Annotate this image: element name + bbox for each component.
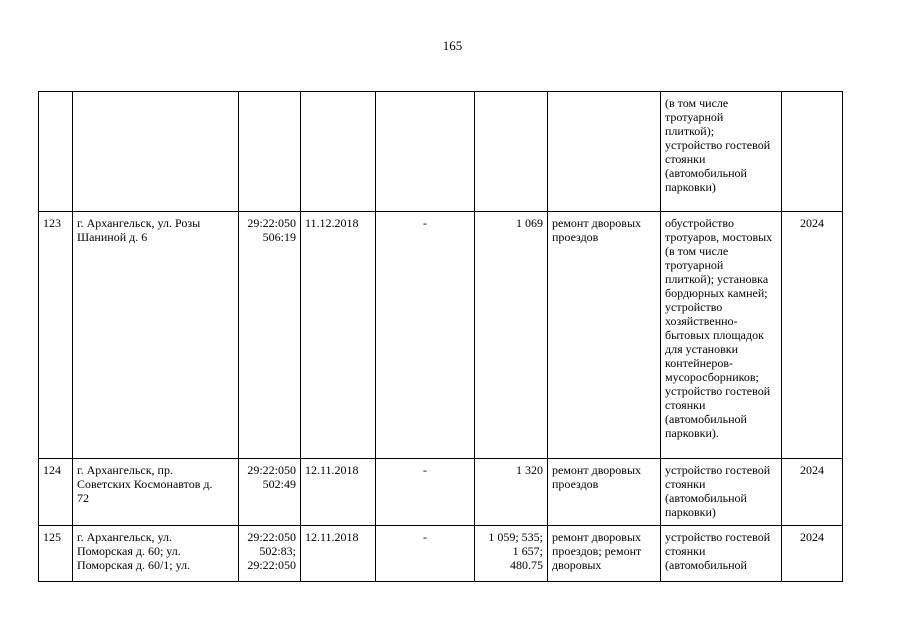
row-number-cell: 123	[39, 212, 73, 459]
year-cell: 2024	[782, 459, 843, 526]
cadastral-number-cell: 29:22:050 502:83; 29:22:050	[239, 526, 301, 582]
address-cell: г. Архангельск, пр. Советских Космонавтов д. 72	[73, 459, 239, 526]
year-cell: 2024	[782, 212, 843, 459]
address-cell	[73, 92, 239, 212]
description-cell: (в том числе тротуарной плиткой); устройство гостевой стоянки (автомобильной парковки)	[661, 92, 782, 212]
row-number-cell: 124	[39, 459, 73, 526]
table-row	[39, 526, 843, 582]
dash-cell	[376, 92, 475, 212]
work-type-cell	[548, 92, 661, 212]
area-cell: 1 320	[475, 459, 548, 526]
table-row	[39, 92, 843, 212]
date-cell: 12.11.2018	[301, 526, 376, 582]
date-cell: 11.12.2018	[301, 212, 376, 459]
page-number: 165	[442, 38, 463, 53]
area-cell	[475, 92, 548, 212]
row-number-cell: 125	[39, 526, 73, 582]
year-cell	[782, 92, 843, 212]
description-cell: устройство гостевой стоянки (автомобильной парковки)	[661, 459, 782, 526]
dash-cell: -	[376, 459, 475, 526]
dash-cell: -	[376, 526, 475, 582]
work-type-cell: ремонт дворовых проездов; ремонт дворовых	[548, 526, 661, 582]
row-number-cell	[39, 92, 73, 212]
area-cell: 1 069	[475, 212, 548, 459]
description-cell: обустройство тротуаров, мостовых (в том числе тротуарной плиткой); установка бордюрных камней; устройство хозяйственно- бытовых площадок для установки контейнеров- мусоросборников; устройство гостевой стоянки (автомобильной парковки).	[661, 212, 782, 459]
cadastral-number-cell	[239, 92, 301, 212]
address-cell: г. Архангельск, ул. Розы Шаниной д. 6	[73, 212, 239, 459]
dash-cell: -	[376, 212, 475, 459]
description-cell: устройство гостевой стоянки (автомобильной	[661, 526, 782, 582]
year-cell: 2024	[782, 526, 843, 582]
table-row	[39, 459, 843, 526]
area-cell: 1 059; 535; 1 657; 480.75	[475, 526, 548, 582]
cadastral-number-cell: 29:22:050 502:49	[239, 459, 301, 526]
date-cell	[301, 92, 376, 212]
cadastral-number-cell: 29:22:050 506:19	[239, 212, 301, 459]
table-row	[39, 212, 843, 459]
work-type-cell: ремонт дворовых проездов	[548, 212, 661, 459]
date-cell: 12.11.2018	[301, 459, 376, 526]
work-type-cell: ремонт дворовых проездов	[548, 459, 661, 526]
data-table	[38, 91, 843, 582]
address-cell: г. Архангельск, ул. Поморская д. 60; ул. Поморская д. 60/1; ул.	[73, 526, 239, 582]
